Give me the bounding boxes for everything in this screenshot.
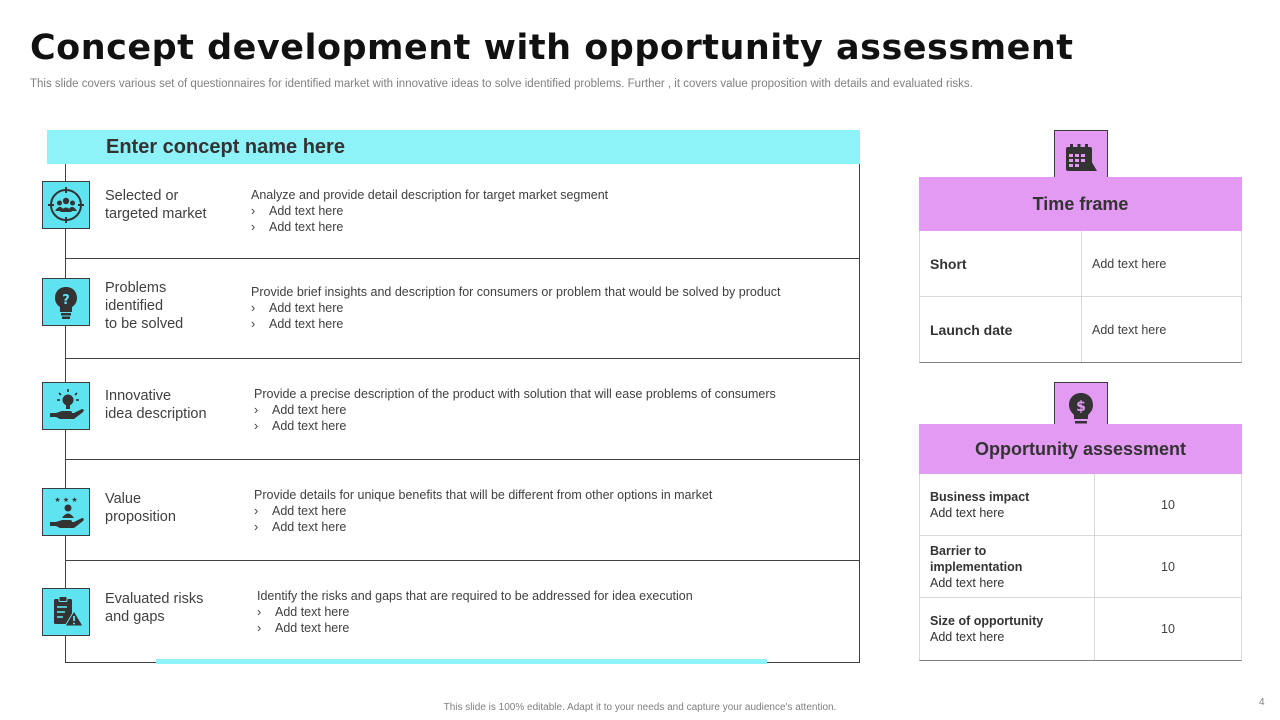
- row-description: Analyze and provide detail description for target market segment › Add text here › Add text here: [251, 187, 608, 235]
- bullet-item: › Add text here: [254, 402, 776, 418]
- opportunity-score: 10: [1161, 559, 1175, 574]
- bullet-item: › Add text here: [254, 503, 712, 519]
- opportunity-label: Business impact Add text here: [920, 474, 1095, 535]
- bullet-item: › Add text here: [254, 418, 776, 434]
- bullet-item: › Add text here: [254, 519, 712, 535]
- row-label-targeted-market: Selected or targeted market: [105, 188, 207, 222]
- page-number: 4: [1259, 697, 1265, 708]
- hand-person-stars-icon: [42, 488, 90, 536]
- table-row: [920, 474, 1241, 536]
- row-divider: [65, 258, 860, 259]
- bullet-item: › Add text here: [251, 219, 608, 235]
- time-frame-label: Launch date: [920, 297, 1082, 362]
- opportunity-score: 10: [1161, 497, 1175, 512]
- time-frame-header: Time frame: [919, 177, 1242, 231]
- row-description: Provide a precise description of the product with solution that will ease problems of consumers › Add text here › Add text here: [254, 386, 776, 434]
- bullet-item: › Add text here: [251, 316, 780, 332]
- opportunity-header: Opportunity assessment: [919, 424, 1242, 474]
- bottom-accent-bar: [156, 659, 767, 664]
- time-frame-value: Add text here: [1092, 256, 1167, 271]
- page-title: Concept development with opportunity assessment: [30, 28, 1074, 68]
- table-row: [920, 231, 1241, 297]
- head-question-icon: [42, 278, 90, 326]
- opportunity-label: Barrier to implementation Add text here: [920, 536, 1095, 597]
- table-row: [920, 536, 1241, 598]
- time-frame-value: Add text here: [1092, 322, 1167, 337]
- concept-header-label: Enter concept name here: [106, 136, 345, 158]
- hand-lightbulb-icon: [42, 382, 90, 430]
- bullet-item: › Add text here: [251, 203, 608, 219]
- time-frame-table: [919, 231, 1242, 363]
- bullet-item: › Add text here: [257, 620, 693, 636]
- table-row: [920, 598, 1241, 660]
- row-divider: [65, 459, 860, 460]
- opportunity-label: Size of opportunity Add text here: [920, 598, 1095, 660]
- bullet-item: › Add text here: [257, 604, 693, 620]
- svg-text:$: $: [1076, 398, 1086, 415]
- page-subtitle: This slide covers various set of questionnaires for identified market with innovative ideas to solve identified problems. Further , it covers value proposition with details and evaluated risks.: [30, 78, 973, 90]
- row-description: Provide details for unique benefits that will be different from other options in market › Add text here › Add text here: [254, 487, 712, 535]
- bullet-item: › Add text here: [251, 300, 780, 316]
- svg-text:★ ★ ★: ★ ★ ★: [54, 496, 78, 504]
- row-description: Identify the risks and gaps that are required to be addressed for idea execution › Add text here › Add text here: [257, 588, 693, 636]
- opportunity-score: 10: [1161, 622, 1175, 636]
- row-label-innovative-idea: Innovative idea description: [105, 388, 207, 422]
- opportunity-table: [919, 474, 1242, 661]
- row-label-problems: Problems identified to be solved: [105, 280, 184, 332]
- row-divider: [65, 358, 860, 359]
- row-label-value-proposition: Value proposition: [105, 491, 176, 525]
- row-divider: [65, 560, 860, 561]
- target-group-icon: [42, 181, 90, 229]
- clipboard-warning-icon: [42, 588, 90, 636]
- row-description: Provide brief insights and description for consumers or problem that would be solved by product › Add text here › Add text here: [251, 284, 780, 332]
- footer-note: This slide is 100% editable. Adapt it to your needs and capture your audience's attention.: [443, 702, 837, 713]
- table-row: [920, 297, 1241, 362]
- row-label-evaluated-risks: Evaluated risks and gaps: [105, 591, 204, 625]
- time-frame-label: Short: [920, 231, 1082, 296]
- svg-text:?: ?: [62, 293, 70, 308]
- concept-header: [47, 130, 860, 164]
